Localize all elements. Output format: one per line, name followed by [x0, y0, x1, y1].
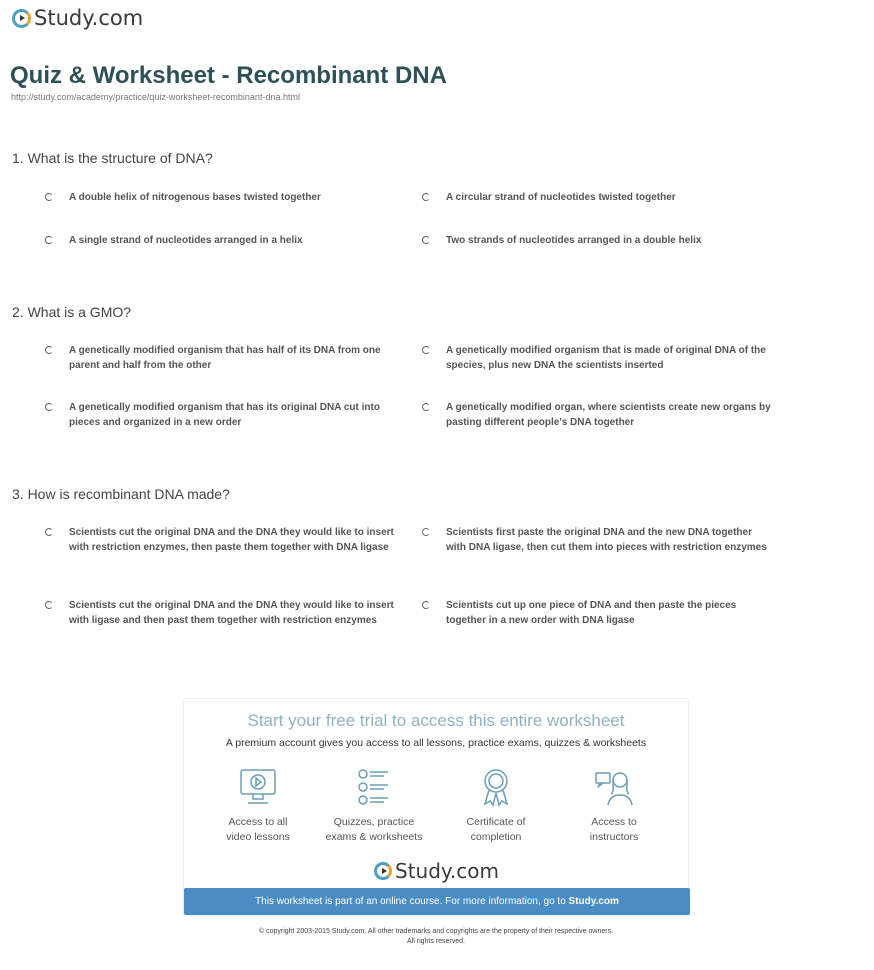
instructor-icon — [594, 767, 634, 807]
promo-heading[interactable]: Start your free trial to access this entire worksheet — [247, 711, 625, 730]
course-info-bar[interactable] — [184, 888, 690, 915]
answer-option[interactable] — [45, 525, 395, 555]
radio-icon[interactable] — [45, 601, 53, 609]
answer-option-label: A genetically modified organism that is made of original DNA of the species, plus new DNA the scientists inserted — [446, 345, 766, 371]
certificate-icon — [476, 767, 516, 807]
quiz-list-icon — [354, 767, 394, 807]
answer-option[interactable] — [422, 598, 772, 628]
bar-text: This worksheet is part of an online course. For more information, go to — [255, 896, 569, 907]
radio-icon[interactable] — [422, 193, 430, 201]
radio-icon[interactable] — [45, 193, 53, 201]
feature-label: completion — [470, 831, 522, 843]
answer-option-label: Scientists cut up one piece of DNA and then paste the pieces together in a new order with DNA ligase — [446, 600, 737, 626]
radio-icon[interactable] — [422, 236, 430, 244]
copyright-text: © copyright 2003-2015 Study.com. All other trademarks and copyrights are the property of their respective owners. — [258, 928, 614, 935]
feature-quizzes — [314, 767, 434, 845]
radio-icon[interactable] — [45, 528, 53, 536]
feature-label: Access to all — [228, 816, 288, 828]
feature-label: exams & worksheets — [325, 831, 423, 843]
feature-label: Access to — [591, 816, 637, 828]
rights-text: All rights reserved. — [407, 938, 465, 945]
answer-option[interactable] — [45, 400, 395, 430]
answer-option-label: A double helix of nitrogenous bases twisted together — [69, 192, 321, 203]
play-logo-icon — [374, 862, 392, 880]
answer-option[interactable] — [45, 598, 395, 628]
logo-text: Study.com — [395, 859, 499, 883]
answer-option-label: A circular strand of nucleotides twisted together — [446, 192, 676, 203]
radio-icon[interactable] — [45, 236, 53, 244]
radio-icon[interactable] — [422, 601, 430, 609]
answer-option-label: A genetically modified organism that has its original DNA cut into pieces and organized in a new order — [69, 402, 380, 428]
answer-option-label: A genetically modified organism that has half of its DNA from one parent and half from the other — [69, 345, 381, 371]
free-trial-promo — [183, 698, 689, 916]
radio-icon[interactable] — [45, 403, 53, 411]
study-logo[interactable] — [12, 6, 143, 30]
answer-option[interactable] — [45, 233, 395, 248]
question-text: 2. What is a GMO? — [12, 304, 132, 320]
answer-option[interactable] — [422, 400, 772, 430]
radio-icon[interactable] — [422, 403, 430, 411]
answer-option-label: A single strand of nucleotides arranged in a helix — [69, 235, 303, 246]
logo-text: Study.com — [34, 6, 144, 30]
answer-option-label: Scientists cut the original DNA and the DNA they would like to insert with restriction enzymes, then paste them together with DNA ligase — [69, 527, 394, 553]
radio-icon[interactable] — [422, 346, 430, 354]
answer-option[interactable] — [422, 343, 772, 373]
feature-label: Quizzes, practice — [333, 816, 415, 828]
question-text: 3. How is recombinant DNA made? — [12, 486, 230, 502]
answer-option[interactable] — [422, 190, 772, 205]
video-lesson-icon — [238, 767, 278, 807]
copyright-footer — [183, 927, 689, 947]
feature-label: video lessons — [226, 831, 290, 843]
answer-option-label: Scientists cut the original DNA and the DNA they would like to insert with ligase and then past them together with restriction enzymes — [69, 600, 394, 626]
answer-option[interactable] — [45, 343, 395, 373]
feature-video-lessons — [198, 767, 318, 845]
feature-label: instructors — [589, 831, 639, 843]
answer-option[interactable] — [45, 190, 395, 205]
promo-study-logo[interactable] — [374, 859, 499, 883]
answer-option[interactable] — [422, 525, 772, 555]
feature-label: Certificate of — [466, 816, 526, 828]
page-title: Quiz & Worksheet - Recombinant DNA — [10, 62, 447, 89]
radio-icon[interactable] — [422, 528, 430, 536]
feature-certificate — [436, 767, 556, 845]
play-logo-icon — [12, 9, 31, 28]
page-url[interactable]: http://study.com/academy/practice/quiz-worksheet-recombinant-dna.html — [11, 92, 300, 102]
study-link[interactable]: Study.com — [568, 896, 619, 907]
promo-subheading: A premium account gives you access to all lessons, practice exams, quizzes & worksheets — [225, 737, 647, 749]
question-text: 1. What is the structure of DNA? — [12, 150, 213, 166]
answer-option[interactable] — [422, 233, 772, 248]
answer-option-label: Two strands of nucleotides arranged in a double helix — [446, 235, 702, 246]
answer-option-label: Scientists first paste the original DNA and the new DNA together with DNA ligase, then cut them into pieces with restriction enzymes — [446, 527, 767, 553]
feature-instructors — [554, 767, 674, 845]
answer-option-label: A genetically modified organ, where scientists create new organs by pasting different people's DNA together — [446, 402, 771, 428]
radio-icon[interactable] — [45, 346, 53, 354]
